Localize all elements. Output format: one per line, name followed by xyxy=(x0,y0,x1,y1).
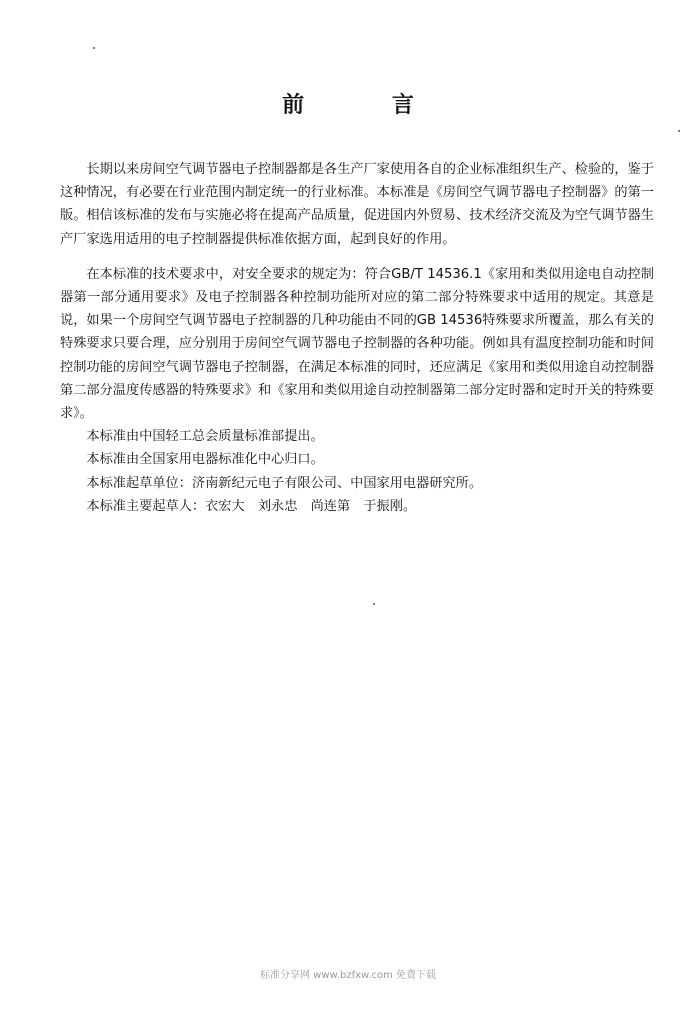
scan-speck xyxy=(373,603,375,605)
paragraph-technical-requirements: 在本标准的技术要求中，对安全要求的规定为：符合GB/T 14536.1《家用和类似用途电自动控制器第一部分通用要求》及电子控制器各种控制功能所对应的第二部分特殊要求中适用的规定。其意是说，如果一个房间空气调节器电子控制器的几种功能由不同的GB 14536特殊要求所覆盖，那么有关的特殊要求只要合理，应分别用于房间空气调节器电子控制器的各种功能。例如具有温度控制功能和时间控制功能的房间空气调节器电子控制器，在满足本标准的同时，还应满足《家用和类似用途自动控制器第二部分温度传感器的特殊要求》和《家用和类似用途自动控制器第二部分定时器和定时开关的特殊要求》。 xyxy=(60,266,654,422)
paragraph-spacer xyxy=(60,251,654,263)
scan-speck xyxy=(93,47,95,49)
paragraph-proposer: 本标准由中国轻工总会质量标准部提出。 xyxy=(86,429,324,445)
scan-speck xyxy=(678,130,680,132)
paragraph-drafting-organizations: 本标准起草单位：济南新纪元电子有限公司、中国家用电器研究所。 xyxy=(86,475,483,491)
footer-watermark: 标准分享网 www.bzfxw.com 免费下载 xyxy=(260,970,436,981)
paragraph-intro: 长期以来房间空气调节器电子控制器都是各生产厂家使用各自的企业标准组织生产、检验的，鉴于这种情况，有必要在行业范围内制定统一的行业标准。本标准是《房间空气调节器电子控制器》的第一版。相信该标准的发布与实施必将在提高产品质量，促进国内外贸易、技术经济交流及为空气调节器生产厂家选用适用的电子控制器提供标准依据方面，起到良好的作用。 xyxy=(60,162,654,247)
page-title: 前 言 xyxy=(282,93,454,118)
paragraph-centralized-unit: 本标准由全国家用电器标准化中心归口。 xyxy=(86,452,324,468)
foreword-body xyxy=(60,158,654,518)
paragraph-drafters: 本标准主要起草人：衣宏大 刘永忠 尚连第 于振刚。 xyxy=(86,498,417,514)
